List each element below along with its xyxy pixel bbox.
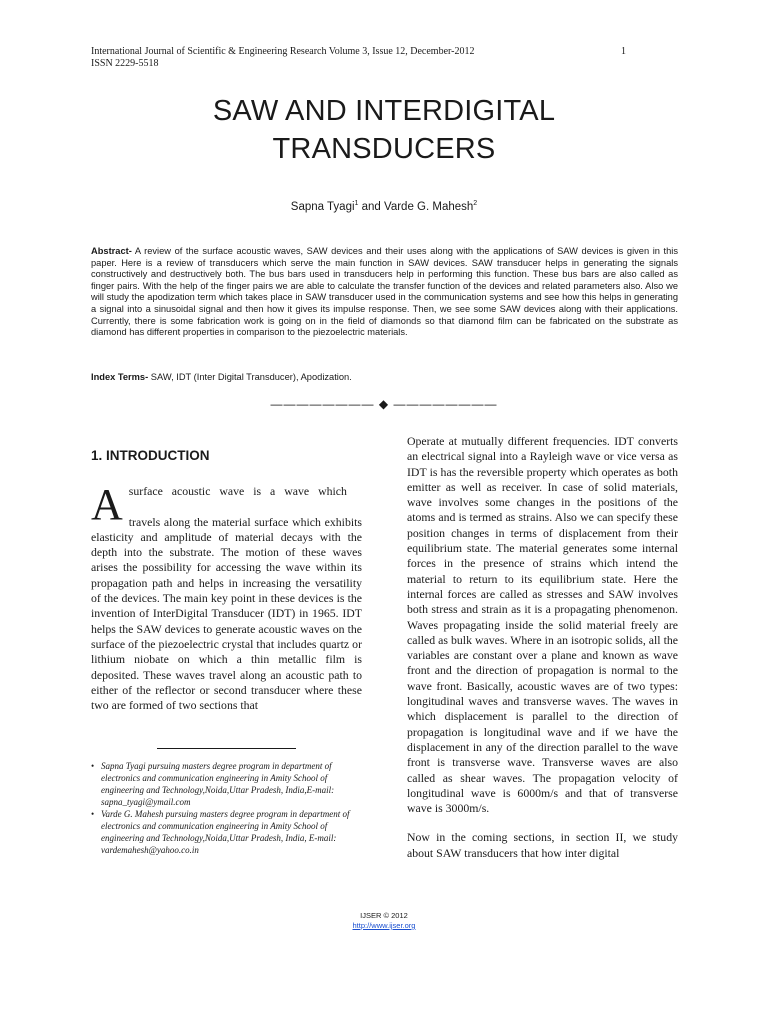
index-terms-label: Index Terms- [91,372,149,382]
footnote-rule [157,748,296,749]
page-number: 1 [621,46,626,57]
footnote-2-text: Varde G. Mahesh pursuing masters degree program in department of electronics and communication engineering in Amity School of engineering and Technology,Noida,Uttar Pradesh, India, E-mail: vardemahesh@yahoo.co.in [101,809,350,855]
footer-link[interactable]: http://www.ijser.org [352,921,416,930]
title-line-1: SAW AND INTERDIGITAL [212,95,556,127]
abstract-text: A review of the surface acoustic waves, SAW devices and their uses along with the applications of SAW devices is given in this paper. Here is a review of transducers which serve the main function in SAW devices. SAW transducer helps in generating the signals constructively and destructively both. The bus bars used in transducers help in performing this function. These bus bars are also called as finger pairs. With the help of the finger pairs we are able to calculate the transfer function of the devices and related parameters also. Also we will study the apodization term which takes place in SAW transducer used in the communication systems and see how this helps in generating a signal into a sinusoidal signal and then how it gives its impulse response. Then, we see some SAW devices along with their applications. Currently, there is some fabrication work is going on in the field of diamonds so that diamond film can be fabricated on the substrate as diamond has different properties in comparison to the piezoelectric materials. [91,246,678,338]
author-2: and Varde G. Mahesh [358,200,474,213]
intro-first-line: surface acoustic wave is a wave which [128,484,347,498]
index-terms [91,372,678,382]
section-heading: 1. INTRODUCTION [91,448,210,463]
author-1: Sapna Tyagi [290,200,355,213]
footnote-1 [91,760,366,808]
journal-header: International Journal of Scientific & Engineering Research Volume 3, Issue 12, December-2012 [91,46,475,57]
abstract-label: Abstract- [91,246,132,256]
index-terms-text: SAW, IDT (Inter Digital Transducer), Apodization. [148,372,352,382]
footnote-1-text: Sapna Tyagi pursuing masters degree program in department of electronics and communication engineering in Amity School of engineering and Technology,Noida,Uttar Pradesh, India,E-mail: sapna_tyagi@ymail.com [101,761,335,807]
abstract [91,246,678,339]
author-2-affiliation: 2 [473,200,478,207]
author-1-affiliation: 1 [354,200,359,207]
left-column [91,480,362,713]
right-column [407,434,678,861]
section-separator: ———————— ◆ ———————— [270,397,498,411]
paper-title [90,92,678,168]
issn: ISSN 2229-5518 [91,58,159,69]
intro-paragraph [91,480,362,713]
bullet-icon: • [91,761,95,771]
bullet-icon: • [91,809,95,819]
footnotes [91,760,366,856]
authors [90,200,678,213]
right-paragraph-2: Now in the coming sections, in section II, we study about SAW transducers that how inter digital [407,830,678,860]
paragraph-spacer [407,816,678,830]
title-line-2: TRANSDUCERS [272,133,496,165]
drop-cap: A [91,480,123,529]
footnote-2 [91,808,366,856]
footer-copyright: IJSER © 2012 [360,911,408,920]
right-paragraph-1: Operate at mutually different frequencies. IDT converts an electrical signal into a Rayleigh wave or vice versa as IDT is has the reversible property which operates as both emitter as well as receiver. In case of solid materials, wave involves some changes in the positions of the atoms and is termed as strains. Also we can specify these position changes in terms of displacement from their equilibrium state. The material generates some internal forces in the presence of strains which intend the material to return to its equilibrium state. Here the internal forces are called as stresses and SAW involves both stress and strain as it is a propagating phenomenon. Waves propagating inside the solid material freely are called as bulk waves. Where in an isotropic solids, all the variables are constant over a plane and known as wave front and the direction of propagation is normal to the wave front. Basically, acoustic waves are of two types: longitudinal waves and transverse waves. The waves in which displacement is parallel to the direction of propagation is longitudinal wave and if we have the displacement in any of the direction parallel to the wave front is transverse wave. Transverse waves are also called as shear waves. The propagation velocity of longitudinal wave is 6000m/s and that of transverse wave is 3000m/s. [407,434,678,816]
intro-body: travels along the material surface which exhibits elasticity and amplitude of material decays with the depth into the substrate. The motion of these waves arises the possibility for accessing the wave within its propagation path and helps in increasing the versatility of the devices. The main key point in these devices is the invention of InterDigital Transducer (IDT) in 1965. IDT helps the SAW devices to generate acoustic waves on the surface of the piezoelectric crystal that includes quartz or lithium niobate on which a thin metallic film is deposited. These waves travel along an acoustic path to either of the reflector or second transducer where these two are formed of two sections that [91,514,362,713]
